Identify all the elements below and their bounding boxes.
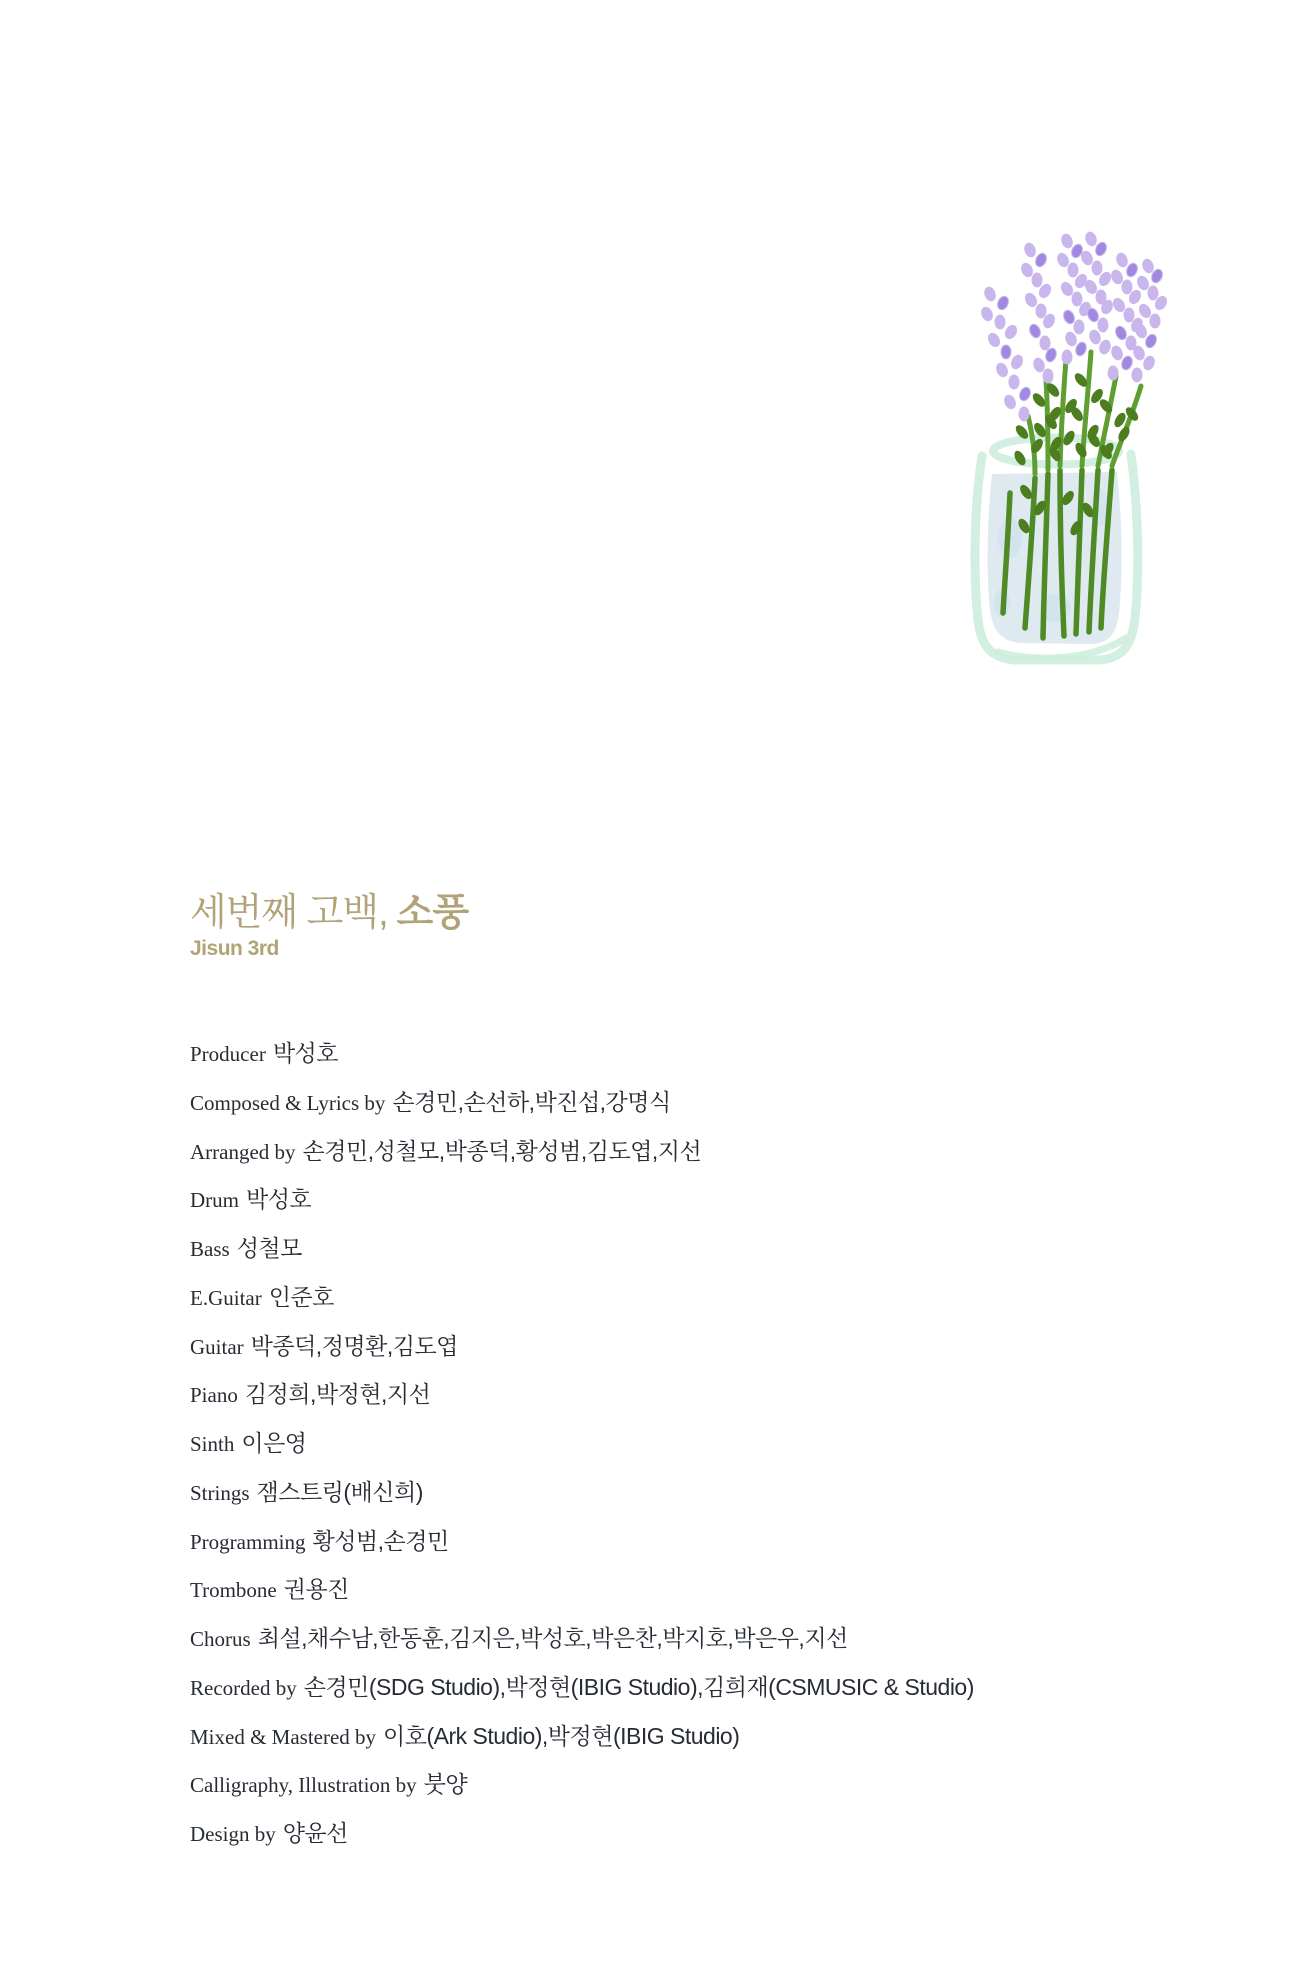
credit-names: 권용진 [283,1576,349,1603]
credit-names: 이은영 [241,1430,307,1456]
credit-names: 황성범,손경민 [312,1527,449,1554]
credit-names: 박성호 [246,1186,312,1213]
credit-row [190,1275,1090,1324]
credit-label: Arranged by [190,1139,296,1164]
credit-row [190,1177,1090,1226]
credit-row [190,1324,1090,1373]
credits-list [190,1031,1090,1860]
credit-row [190,1470,1090,1519]
credit-label: Composed & Lyrics by [190,1090,386,1115]
credit-names: 손경민,손선하,박진섭,강명식 [392,1088,671,1115]
album-title [190,892,468,934]
credit-label: E.Guitar [190,1285,262,1310]
credit-label: Guitar [190,1334,244,1359]
credit-row [190,1031,1090,1080]
credit-row [190,1519,1090,1568]
credit-label: Design by [190,1822,276,1846]
credit-names: 잼스트링(배신희) [256,1478,423,1505]
credit-label: Calligraphy, Illustration by [190,1773,417,1798]
lavender-vase-illustration [940,208,1180,678]
credit-row [190,1811,1090,1860]
credit-names: 박종덕,정명환,김도엽 [250,1332,458,1359]
credit-row [190,1226,1090,1275]
credit-names: 최설,채수남,한동훈,김지은,박성호,박은찬,박지호,박은우,지선 [257,1625,848,1651]
credit-names: 손경민(SDG Studio),박정현(IBIG Studio),김희재(CSMUSIC & Studio) [303,1673,974,1700]
credit-row [190,1129,1090,1178]
credit-label: Mixed & Mastered by [190,1724,377,1749]
credit-row [190,1762,1090,1811]
album-title-bold: 소풍 [396,892,469,934]
credit-label: Drum [190,1188,239,1213]
credit-row [190,1665,1090,1714]
credit-row [190,1372,1090,1421]
credit-names: 이호(Ark Studio),박정현(IBIG Studio) [383,1722,740,1749]
credit-label: Piano [190,1383,238,1408]
credit-label: Chorus [190,1627,251,1651]
credit-names: 김정희,박정현,지선 [244,1381,431,1408]
credit-label: Trombone [190,1578,277,1603]
credit-row [190,1567,1090,1616]
credit-names: 박성호 [272,1040,338,1066]
credit-label: Recorded by [190,1675,297,1700]
credit-names: 인준호 [268,1283,334,1310]
credit-names: 붓양 [423,1771,468,1798]
credit-names: 손경민,성철모,박종덕,황성범,김도엽,지선 [302,1137,702,1164]
credit-label: Programming [190,1529,306,1554]
credit-row [190,1080,1090,1129]
credit-label: Bass [190,1237,230,1261]
album-title-regular: 세번째 고백, [190,892,388,934]
credit-names: 성철모 [236,1235,302,1261]
credit-label: Sinth [190,1432,235,1456]
credit-row [190,1616,1090,1665]
credit-label: Producer [190,1042,266,1066]
credit-row [190,1714,1090,1763]
credit-label: Strings [190,1480,250,1505]
credit-row [190,1421,1090,1470]
header-block [190,892,468,961]
album-subtitle: Jisun 3rd [190,937,279,960]
credit-names: 양윤선 [282,1820,348,1846]
